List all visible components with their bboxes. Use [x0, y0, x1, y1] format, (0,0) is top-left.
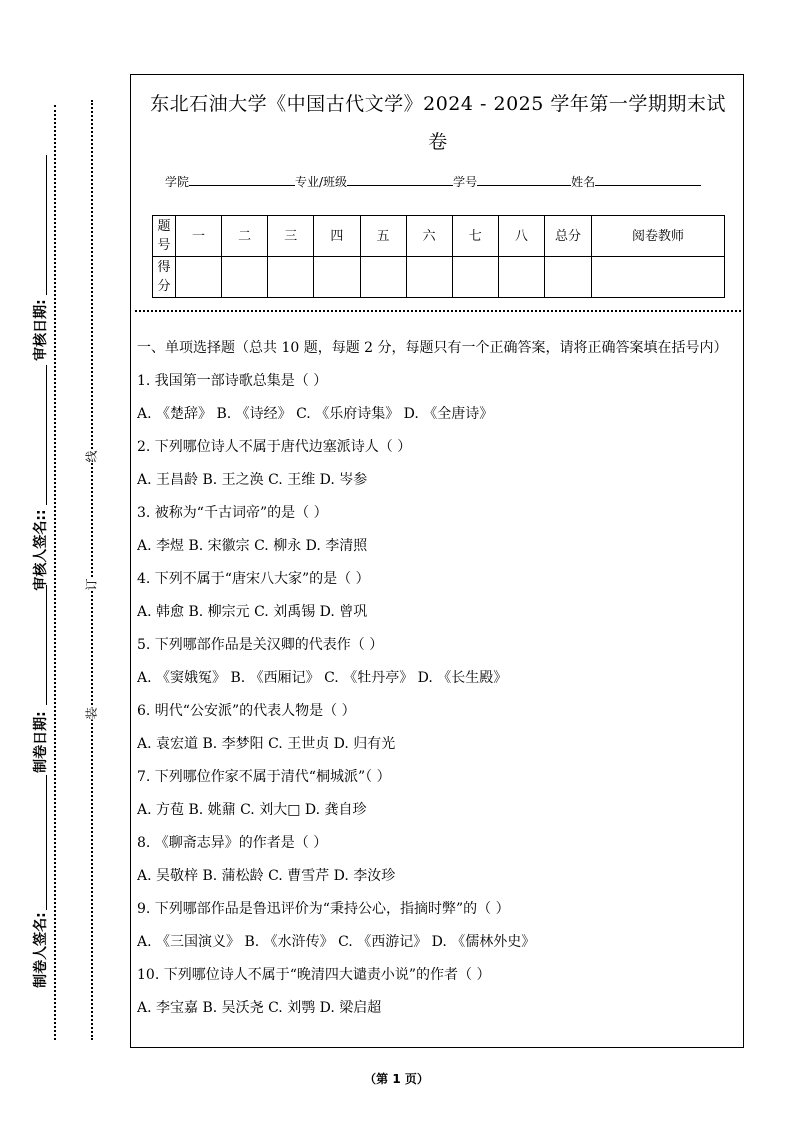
- student-info-row: [165, 173, 701, 190]
- score-cell[interactable]: [592, 257, 725, 298]
- college-label: 学院: [165, 175, 190, 189]
- score-header-cell: 二: [222, 216, 268, 257]
- major-class-field[interactable]: [347, 173, 453, 186]
- reviewer-sign-label: 审核人签名::: [33, 509, 49, 591]
- student-id-label: 学号: [453, 175, 478, 189]
- score-header-cell: 题号: [153, 216, 176, 257]
- maker-sign-underline: [46, 775, 47, 910]
- question-options: A. 李宝嘉 B. 吴沃尧 C. 刘鹗 D. 梁启超: [137, 1000, 382, 1016]
- exam-title-line2: 卷: [428, 131, 448, 153]
- question-text: 4. 下列不属于“唐宋八大家”的是（ ）: [137, 571, 370, 587]
- question-text: 5. 下列哪部作品是关汉卿的代表作（ ）: [137, 637, 384, 653]
- score-table: [152, 215, 725, 298]
- binding-char-bind: 装: [84, 707, 99, 720]
- score-cell[interactable]: [452, 257, 498, 298]
- student-id-field[interactable]: [477, 173, 571, 186]
- question-text: 1. 我国第一部诗歌总集是（ ）: [137, 373, 328, 389]
- question-options: A. 李煜 B. 宋徽宗 C. 柳永 D. 李清照: [137, 538, 368, 554]
- section-heading: 一、单项选择题（总共 10 题，每题 2 分，每题只有一个正确答案，请将正确答案填在括号内）: [137, 340, 728, 356]
- exam-frame: [130, 74, 744, 1048]
- binding-margin: [0, 0, 128, 1122]
- score-header-cell: 四: [314, 216, 360, 257]
- score-header-cell: 总分: [545, 216, 592, 257]
- score-table-score-row: [153, 257, 725, 298]
- question-text: 2. 下列哪位诗人不属于唐代边塞派诗人（ ）: [137, 439, 412, 455]
- name-label: 姓名: [571, 175, 596, 189]
- make-date-label: 制卷日期:: [33, 711, 49, 773]
- reviewer-sign-underline: [46, 365, 47, 505]
- score-cell[interactable]: [268, 257, 314, 298]
- name-field[interactable]: [595, 173, 701, 186]
- score-header-cell: 七: [452, 216, 498, 257]
- score-header-cell: 八: [498, 216, 544, 257]
- maker-sign-label: 制卷人签名:: [33, 912, 49, 988]
- question-options: A. 《窦娥冤》 B. 《西厢记》 C. 《牡丹亭》 D. 《长生殿》: [137, 670, 508, 686]
- question-text: 3. 被称为“千古词帝”的是（ ）: [137, 505, 328, 521]
- outer-dotted-line: [54, 105, 56, 1040]
- binding-dotted-line: [91, 100, 93, 1040]
- question-options: A. 袁宏道 B. 李梦阳 C. 王世贞 D. 归有光: [137, 736, 396, 752]
- questions-section: [137, 331, 741, 1025]
- major-class-label: 专业/班级: [295, 175, 348, 189]
- review-date-label: 审核日期:: [33, 299, 49, 361]
- exam-title-line1: 东北石油大学《中国古代文学》2024 - 2025 学年第一学期期末试: [150, 93, 726, 115]
- binding-char-line: 线: [84, 450, 99, 463]
- score-header-cell: 三: [268, 216, 314, 257]
- score-header-cell: 五: [360, 216, 406, 257]
- question-text: 8. 《聊斋志异》的作者是（ ）: [137, 835, 328, 851]
- question-options: A. 王昌龄 B. 王之涣 C. 王维 D. 岑参: [137, 472, 368, 488]
- make-date-underline: [46, 585, 47, 705]
- page-number: （第 1 页）: [364, 1072, 429, 1086]
- review-date-underline: [46, 155, 47, 295]
- score-cell[interactable]: [176, 257, 222, 298]
- binding-char-order: 订: [84, 578, 99, 591]
- score-cell[interactable]: [545, 257, 592, 298]
- score-header-cell: 一: [176, 216, 222, 257]
- question-options: A. 方苞 B. 姚鼐 C. 刘大□ D. 龚自珍: [137, 802, 367, 818]
- question-options: A. 韩愈 B. 柳宗元 C. 刘禹锡 D. 曾巩: [137, 604, 368, 620]
- score-cell[interactable]: [222, 257, 268, 298]
- question-text: 7. 下列哪位作家不属于清代“桐城派”（ ）: [137, 769, 391, 785]
- score-cell[interactable]: [360, 257, 406, 298]
- college-field[interactable]: [189, 173, 295, 186]
- question-options: A. 吴敬梓 B. 蒲松龄 C. 曹雪芹 D. 李汝珍: [137, 868, 396, 884]
- question-options: A. 《三国演义》 B. 《水浒传》 C. 《西游记》 D. 《儒林外史》: [137, 934, 536, 950]
- score-header-cell: 阅卷教师: [592, 216, 725, 257]
- question-text: 9. 下列哪部作品是鲁迅评价为“秉持公心，指摘时弊”的（ ）: [137, 901, 510, 917]
- score-cell[interactable]: [406, 257, 452, 298]
- section-divider: [135, 310, 741, 312]
- score-row-label: 得分: [153, 257, 176, 298]
- score-header-cell: 六: [406, 216, 452, 257]
- question-text: 6. 明代“公安派”的代表人物是（ ）: [137, 703, 356, 719]
- score-cell[interactable]: [314, 257, 360, 298]
- score-cell[interactable]: [498, 257, 544, 298]
- question-text: 10. 下列哪位诗人不属于“晚清四大谴责小说”的作者（ ）: [137, 967, 491, 983]
- question-options: A. 《楚辞》 B. 《诗经》 C. 《乐府诗集》 D. 《全唐诗》: [137, 406, 494, 422]
- score-table-header-row: [153, 216, 725, 257]
